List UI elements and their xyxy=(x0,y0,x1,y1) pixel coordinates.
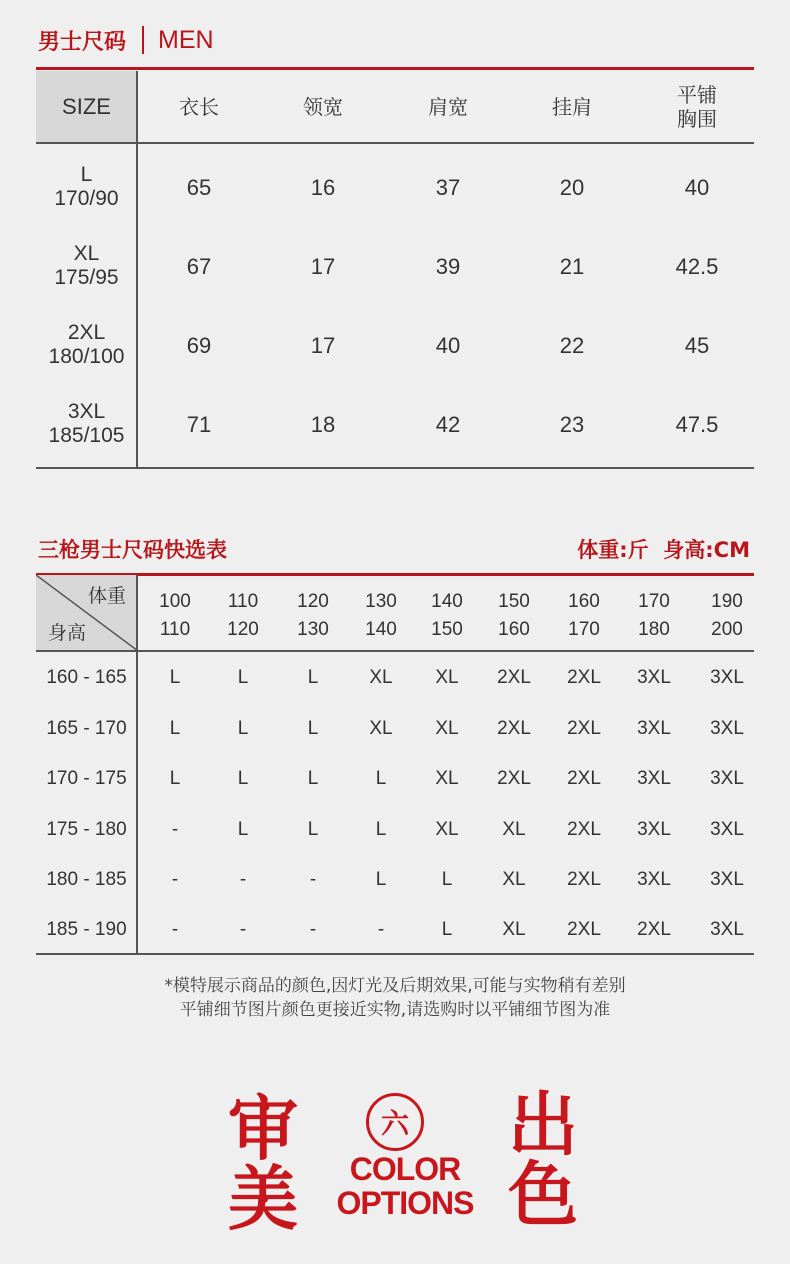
size-spec: 175/95 xyxy=(54,266,119,289)
corner-header xyxy=(36,575,138,651)
weight-from: 110 xyxy=(227,591,259,612)
size-code: XL xyxy=(73,242,100,265)
size-cell: XL xyxy=(435,768,459,789)
size-cell: 2XL xyxy=(567,667,601,688)
size-cell: XL xyxy=(502,869,526,890)
size-cell: 2XL xyxy=(567,919,601,940)
size-cell: L xyxy=(307,768,319,789)
quick-table-top-rule xyxy=(36,573,754,576)
weight-from: 150 xyxy=(498,591,530,612)
size-cell: 3XL xyxy=(637,667,671,688)
size-cell: 3XL xyxy=(710,667,744,688)
size-chart-title xyxy=(38,24,214,56)
weight-from: 120 xyxy=(297,591,329,612)
footer-char: 出 xyxy=(508,1083,578,1166)
size-cell: L xyxy=(441,869,453,890)
footer-char: 色 xyxy=(508,1153,578,1236)
size-cell: XL xyxy=(435,819,459,840)
size-cell: - xyxy=(171,819,179,840)
table-cell: 16 xyxy=(310,175,336,200)
size-cell: XL xyxy=(435,718,459,739)
table-cell: 18 xyxy=(310,412,336,437)
table-cell: 67 xyxy=(186,254,212,279)
size-cell: L xyxy=(307,718,319,739)
size-cell: - xyxy=(377,919,385,940)
corner-height-label: 身高 xyxy=(48,622,87,644)
footer-char: 审 xyxy=(228,1087,298,1170)
weight-to: 160 xyxy=(498,619,530,640)
note-line: 平铺细节图片颜色更接近实物,请选购时以平铺细节图为准 xyxy=(179,1000,611,1020)
row-size-label xyxy=(36,321,137,369)
weight-from: 170 xyxy=(638,591,670,612)
weight-range-header xyxy=(346,588,416,644)
options-word: OPTIONS xyxy=(336,1185,474,1221)
size-cell: 3XL xyxy=(710,869,744,890)
six-circle-badge: 六 xyxy=(366,1093,424,1151)
note-line: *模特展示商品的颜色,因灯光及后期效果,可能与实物稍有差别 xyxy=(164,976,626,996)
size-cell: 2XL xyxy=(567,718,601,739)
size-cell: - xyxy=(239,919,247,940)
table-cell: 17 xyxy=(310,254,336,279)
table-cell: 20 xyxy=(559,175,585,200)
title-divider xyxy=(142,26,144,54)
size-spec: 170/90 xyxy=(54,187,119,210)
weight-to: 170 xyxy=(568,619,600,640)
size-chart-title-cn: 男士尺码 xyxy=(38,29,127,55)
footer-char: 美 xyxy=(228,1157,298,1240)
size-cell: 3XL xyxy=(710,718,744,739)
weight-range-header xyxy=(412,588,482,644)
weight-from: 140 xyxy=(431,591,463,612)
size-cell: L xyxy=(237,819,249,840)
row-size-label xyxy=(36,163,137,211)
weight-range-header xyxy=(479,588,549,644)
weight-range-header xyxy=(208,588,278,644)
weight-to: 150 xyxy=(431,619,463,640)
header-shoulder: 肩宽 xyxy=(428,95,468,119)
quick-select-title: 三枪男士尺码快选表 xyxy=(38,538,227,562)
header-chest: 平铺 胸围 xyxy=(677,83,717,131)
weight-to: 110 xyxy=(159,619,191,640)
size-spec: 180/100 xyxy=(48,345,125,368)
size-code: 2XL xyxy=(67,321,106,344)
table-cell: 42 xyxy=(435,412,461,437)
table-cell: 42.5 xyxy=(675,254,719,279)
size-cell: - xyxy=(171,869,179,890)
corner-weight-label: 体重 xyxy=(87,585,126,607)
size-cell: - xyxy=(309,919,317,940)
size-chart-title-en: MEN xyxy=(158,25,214,54)
weight-to: 140 xyxy=(365,619,397,640)
weight-from: 190 xyxy=(711,591,743,612)
size-cell: 3XL xyxy=(637,768,671,789)
size-cell: L xyxy=(307,819,319,840)
table-cell: 37 xyxy=(435,175,461,200)
table-cell: 17 xyxy=(310,333,336,358)
size-cell: 3XL xyxy=(710,919,744,940)
height-range-label: 185 - 190 xyxy=(46,919,127,940)
disclaimer-notes xyxy=(0,974,790,1022)
header-length: 衣长 xyxy=(179,95,219,119)
row-size-label xyxy=(36,400,137,448)
table-cell: 69 xyxy=(186,333,212,358)
size-cell: 3XL xyxy=(637,869,671,890)
size-cell: - xyxy=(309,869,317,890)
size-cell: L xyxy=(237,768,249,789)
weight-to: 200 xyxy=(711,619,743,640)
units-label: 体重:斤 身高:CM xyxy=(577,538,750,562)
table-cell: 22 xyxy=(559,333,585,358)
size-cell: XL xyxy=(369,667,393,688)
height-range-label: 160 - 165 xyxy=(46,667,127,688)
size-cell: - xyxy=(239,869,247,890)
header-armhole: 挂肩 xyxy=(552,95,592,119)
weight-from: 100 xyxy=(159,591,191,612)
size-cell: - xyxy=(171,919,179,940)
size-cell: 2XL xyxy=(567,819,601,840)
weight-range-header xyxy=(619,588,689,644)
table-top-rule xyxy=(36,67,754,70)
weight-from: 130 xyxy=(365,591,397,612)
size-cell: 3XL xyxy=(637,819,671,840)
size-cell: 2XL xyxy=(637,919,671,940)
size-cell: L xyxy=(441,919,453,940)
size-cell: L xyxy=(375,869,387,890)
table-cell: 65 xyxy=(186,175,212,200)
size-code: L xyxy=(80,163,93,186)
weight-to: 180 xyxy=(638,619,670,640)
size-cell: 3XL xyxy=(637,718,671,739)
size-cell: XL xyxy=(369,718,393,739)
table-cell: 23 xyxy=(559,412,585,437)
size-cell: 3XL xyxy=(710,768,744,789)
size-cell: 2XL xyxy=(497,768,531,789)
height-column-divider xyxy=(136,575,138,955)
size-cell: XL xyxy=(502,819,526,840)
size-cell: 3XL xyxy=(710,819,744,840)
size-cell: L xyxy=(375,819,387,840)
header-rule xyxy=(36,142,754,144)
color-word: COLOR xyxy=(349,1151,461,1187)
table-cell: 71 xyxy=(186,412,212,437)
table-cell: 47.5 xyxy=(675,412,719,437)
weight-range-header xyxy=(140,588,210,644)
header-collar: 领宽 xyxy=(303,95,343,119)
table-cell: 40 xyxy=(435,333,461,358)
size-cell: L xyxy=(307,667,319,688)
size-cell: XL xyxy=(502,919,526,940)
table-bottom-rule xyxy=(36,467,754,469)
quick-header-rule xyxy=(36,650,754,652)
weight-from: 160 xyxy=(568,591,600,612)
size-cell: L xyxy=(237,667,249,688)
size-spec: 185/105 xyxy=(48,424,125,447)
table-cell: 39 xyxy=(435,254,461,279)
table-cell: 21 xyxy=(559,254,585,279)
color-options-text xyxy=(330,1152,480,1220)
height-range-label: 175 - 180 xyxy=(46,819,127,840)
size-code: 3XL xyxy=(67,400,106,423)
size-cell: L xyxy=(375,768,387,789)
size-cell: XL xyxy=(435,667,459,688)
size-cell: 2XL xyxy=(567,768,601,789)
weight-range-header xyxy=(692,588,762,644)
size-cell: 2XL xyxy=(567,869,601,890)
weight-range-header xyxy=(549,588,619,644)
table-cell: 45 xyxy=(684,333,710,358)
weight-to: 130 xyxy=(297,619,329,640)
size-cell: L xyxy=(169,667,181,688)
weight-range-header xyxy=(278,588,348,644)
size-cell: L xyxy=(237,718,249,739)
size-cell: L xyxy=(169,718,181,739)
size-cell: 2XL xyxy=(497,718,531,739)
height-range-label: 165 - 170 xyxy=(46,718,127,739)
size-cell: 2XL xyxy=(497,667,531,688)
quick-table-bottom-rule xyxy=(36,953,754,955)
height-range-label: 170 - 175 xyxy=(46,768,127,789)
table-cell: 40 xyxy=(684,175,710,200)
height-range-label: 180 - 185 xyxy=(46,869,127,890)
row-size-label xyxy=(36,242,137,290)
weight-to: 120 xyxy=(227,619,259,640)
size-header: SIZE xyxy=(36,71,137,143)
size-cell: L xyxy=(169,768,181,789)
